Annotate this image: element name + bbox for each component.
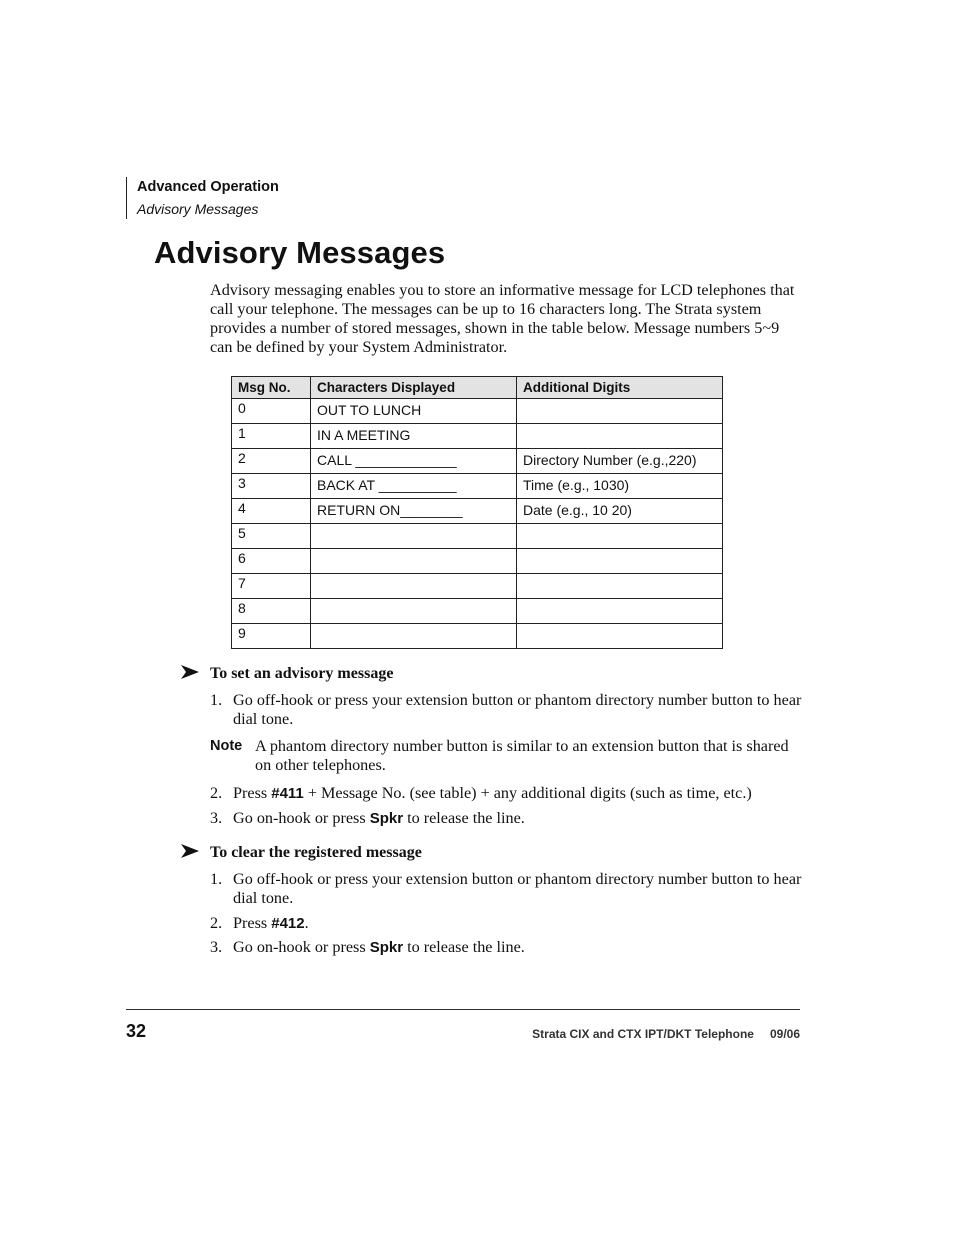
clear-step-1 (210, 870, 802, 908)
step-number: 3. (210, 938, 223, 956)
advisory-message-table (231, 376, 723, 649)
footer-rule (126, 1009, 800, 1010)
cell-characters (311, 574, 517, 599)
cell-msg-no: 6 (232, 549, 311, 574)
column-header-additional-digits: Additional Digits (517, 377, 723, 399)
procedure-heading-clear (181, 843, 422, 863)
cell-msg-no: 3 (232, 474, 311, 499)
cell-msg-no: 8 (232, 599, 311, 624)
cell-characters: IN A MEETING (311, 424, 517, 449)
cell-additional-digits (517, 399, 723, 424)
step-text: Go off-hook or press your extension button or phantom directory number button to hear dial tone. (233, 870, 802, 907)
arrowhead-icon (181, 665, 199, 679)
cell-additional-digits (517, 549, 723, 574)
note-label: Note (210, 738, 243, 754)
cell-additional-digits (517, 624, 723, 649)
cell-additional-digits (517, 424, 723, 449)
table-row (232, 599, 723, 624)
table-row (232, 424, 723, 449)
key-spkr: Spkr (369, 810, 404, 827)
table-row (232, 449, 723, 474)
step-number: 2. (210, 914, 223, 932)
cell-characters: BACK AT __________ (311, 474, 517, 499)
cell-characters: CALL _____________ (311, 449, 517, 474)
footer-date: 09/06 (769, 1027, 800, 1041)
table-row (232, 624, 723, 649)
table-header-row (232, 377, 723, 399)
cell-additional-digits: Date (e.g., 10 20) (517, 499, 723, 524)
key-code: #412 (271, 915, 305, 932)
cell-characters (311, 549, 517, 574)
running-head-section: Advanced Operation (137, 179, 279, 195)
note-block (210, 737, 802, 775)
cell-msg-no: 5 (232, 524, 311, 549)
cell-msg-no: 1 (232, 424, 311, 449)
clear-step-2 (210, 914, 802, 933)
step-text: Press #412. (233, 914, 309, 932)
cell-additional-digits: Time (e.g., 1030) (517, 474, 723, 499)
table-row (232, 499, 723, 524)
key-code: #411 (271, 785, 304, 802)
set-step-1 (210, 691, 802, 729)
running-head (126, 177, 279, 219)
table-row (232, 474, 723, 499)
step-text: Go off-hook or press your extension button or phantom directory number button to hear dial tone. (233, 691, 802, 728)
arrowhead-icon (181, 844, 199, 858)
note-text: A phantom directory number button is similar to an extension button that is shared on other telephones. (255, 737, 789, 774)
step-text: Go on-hook or press Spkr to release the line. (233, 938, 525, 956)
cell-additional-digits (517, 524, 723, 549)
intro-paragraph: Advisory messaging enables you to store an informative message for LCD telephones that call your telephone. The messages can be up to 16 characters long. The Strata system provides a number of stored messages, shown in the table below. Message numbers 5~9 can be defined by your System Administrator. (210, 281, 795, 356)
cell-additional-digits (517, 599, 723, 624)
cell-msg-no: 7 (232, 574, 311, 599)
key-spkr: Spkr (369, 939, 404, 956)
cell-msg-no: 2 (232, 449, 311, 474)
footer-doc-title: Strata CIX and CTX IPT/DKT Telephone (532, 1027, 754, 1041)
set-step-2 (210, 784, 802, 803)
step-number: 1. (210, 870, 223, 888)
procedure-heading-clear-text: To clear the registered message (210, 844, 422, 861)
column-header-characters: Characters Displayed (311, 377, 517, 399)
table-row (232, 574, 723, 599)
procedure-heading-set-text: To set an advisory message (210, 665, 394, 682)
column-header-msg-no: Msg No. (232, 377, 311, 399)
step-text: Go on-hook or press Spkr to release the line. (233, 809, 525, 827)
table-row (232, 549, 723, 574)
cell-characters: RETURN ON________ (311, 499, 517, 524)
running-head-subsection: Advisory Messages (137, 201, 259, 217)
procedure-heading-set (181, 664, 393, 684)
cell-characters: OUT TO LUNCH (311, 399, 517, 424)
clear-step-3 (210, 938, 802, 957)
set-step-3 (210, 809, 802, 828)
cell-characters (311, 624, 517, 649)
step-number: 2. (210, 784, 223, 802)
cell-additional-digits: Directory Number (e.g.,220) (517, 449, 723, 474)
cell-characters (311, 524, 517, 549)
page-title: Advisory Messages (154, 235, 446, 270)
step-number: 3. (210, 809, 223, 827)
step-text: Press #411 + Message No. (see table) + any additional digits (such as time, etc.) (233, 784, 752, 802)
footer-doc-info (532, 1027, 800, 1041)
step-number: 1. (210, 691, 223, 709)
cell-msg-no: 0 (232, 399, 311, 424)
cell-characters (311, 599, 517, 624)
cell-msg-no: 4 (232, 499, 311, 524)
table-row (232, 399, 723, 424)
table-row (232, 524, 723, 549)
cell-msg-no: 9 (232, 624, 311, 649)
cell-additional-digits (517, 574, 723, 599)
page-number: 32 (126, 1021, 147, 1041)
